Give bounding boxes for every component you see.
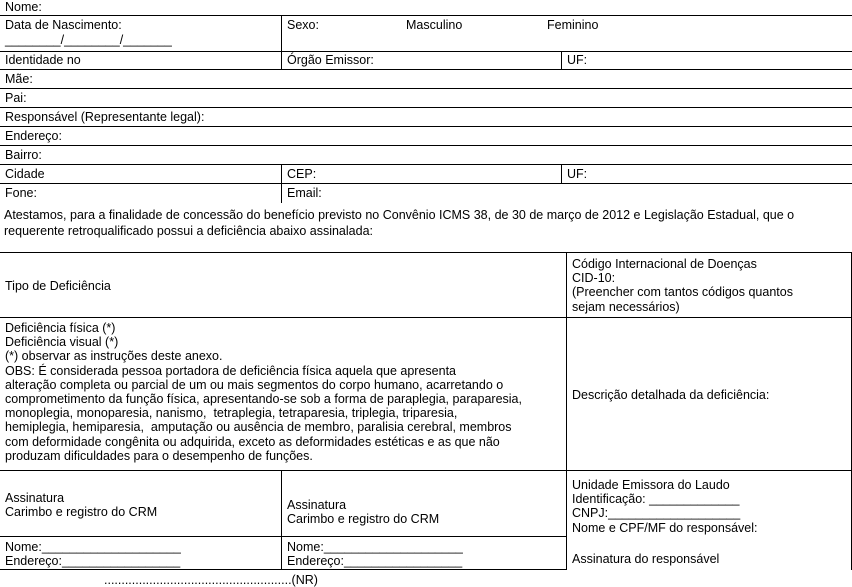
row-pai [0, 89, 852, 108]
divider [281, 165, 282, 183]
label-responsavel: Responsável (Representante legal): [5, 110, 205, 124]
label-uf: UF: [567, 53, 588, 67]
row-cidade [0, 165, 852, 184]
row-responsavel [0, 108, 852, 127]
label-endereco: Endereço:_________________ [5, 554, 181, 569]
row-endereco [0, 127, 852, 146]
obs-line: hemiplegia, hemiparesia, amputação ou ausência de membro, paralisia cerebral, membros [5, 420, 512, 435]
deficiencia-visual-option: Deficiência visual (*) [5, 335, 119, 350]
deficiencia-description-block [5, 321, 522, 463]
divider [281, 184, 282, 203]
label-nome-cpf-responsavel: Nome e CPF/MF do responsável: [572, 520, 758, 535]
label-carimbo-crm: Carimbo e registro do CRM [287, 512, 440, 527]
footer-nr: ......................................................(NR) [104, 573, 318, 587]
obs-line: OBS: É considerada pessoa portadora de deficiência física aquela que apresenta [5, 363, 456, 378]
divider [0, 569, 566, 570]
cid-block [572, 257, 793, 314]
unidade-emissora-block [572, 478, 758, 535]
divider [0, 470, 852, 471]
label-orgao-emissor: Órgão Emissor: [287, 53, 374, 67]
nome-endereco-block-1 [5, 540, 181, 568]
label-assinatura: Assinatura [287, 498, 347, 512]
obs-line: comprometimento da função física, apresentando-se sob a forma de paraplegia, paraparesia, [5, 391, 522, 406]
divider [281, 52, 282, 69]
divider [281, 16, 282, 51]
cid-line: (Preencher com tantos códigos quantos [572, 285, 793, 300]
label-mae: Mãe: [5, 72, 33, 86]
divider [561, 165, 562, 183]
label-nome: Nome: [5, 0, 42, 14]
label-assinatura-responsavel: Assinatura do responsável [572, 552, 720, 566]
label-fone: Fone: [5, 186, 37, 200]
obs-line: com deformidade congênita ou adquirida, exceto as deformidades estéticas e as que não [5, 434, 500, 449]
statement-paragraph: Atestamos, para a finalidade de concessão do benefício previsto no Convênio ICMS 38, de 30 de março de 2012 e Legislação Estadual, que o requerente retroqualificado possui a deficiência abaixo assinalada: [4, 208, 795, 238]
label-data-nascimento: Data de Nascimento: [5, 18, 122, 32]
label-descricao-detalhada: Descrição detalhada da deficiência: [572, 388, 770, 402]
label-sexo: Sexo: [287, 18, 319, 32]
row-nascimento-sexo [0, 16, 852, 52]
label-carimbo-crm: Carimbo e registro do CRM [5, 505, 158, 520]
row-bairro [0, 146, 852, 165]
obs-line: (*) observar as instruções deste anexo. [5, 349, 223, 364]
divider [566, 252, 567, 570]
label-nome: Nome:____________________ [5, 540, 181, 554]
divider [281, 470, 282, 569]
label-identidade: Identidade no [5, 53, 81, 67]
signature-block-2 [287, 498, 439, 526]
label-endereco: Endereço:_________________ [287, 554, 463, 569]
nome-endereco-block-2 [287, 540, 463, 568]
cid-line: sejam necessários) [572, 299, 680, 314]
row-nome [0, 0, 852, 16]
divider [0, 317, 852, 318]
label-assinatura: Assinatura [5, 491, 65, 505]
label-cep: CEP: [287, 167, 317, 181]
row-fone [0, 184, 852, 203]
label-tipo-deficiencia: Tipo de Deficiência [5, 279, 111, 293]
label-pai: Pai: [5, 91, 27, 105]
label-nome: Nome:____________________ [287, 540, 463, 554]
obs-line: alteração completa ou parcial de um ou mais segmentos do corpo humano, acarretando o [5, 377, 504, 392]
label-endereco: Endereço: [5, 129, 62, 143]
divider [0, 536, 566, 537]
signature-block-1 [5, 491, 157, 519]
cid-line: Código Internacional de Doenças [572, 257, 757, 271]
label-email: Email: [287, 186, 322, 200]
obs-line: monoplegia, monoparesia, nanismo, tetraplegia, tetraparesia, triplegia, triparesia, [5, 406, 458, 421]
divider [561, 52, 562, 69]
label-uf: UF: [567, 167, 588, 181]
deficiencia-fisica-option: Deficiência física (*) [5, 321, 116, 335]
data-nascimento-blank: ________/________/_______ [5, 33, 172, 47]
label-unidade-emissora: Unidade Emissora do Laudo [572, 478, 730, 492]
label-cidade: Cidade [5, 167, 45, 181]
obs-line: produzam dificuldades para o desempenho de funções. [5, 448, 313, 463]
option-feminino: Feminino [547, 18, 599, 32]
cid-line: CID-10: [572, 271, 616, 286]
label-cnpj: CNPJ:___________________ [572, 506, 741, 521]
option-masculino: Masculino [406, 18, 463, 32]
row-identidade [0, 52, 852, 70]
label-identificacao: Identificação: _____________ [572, 492, 740, 507]
row-mae [0, 70, 852, 89]
label-bairro: Bairro: [5, 148, 42, 162]
